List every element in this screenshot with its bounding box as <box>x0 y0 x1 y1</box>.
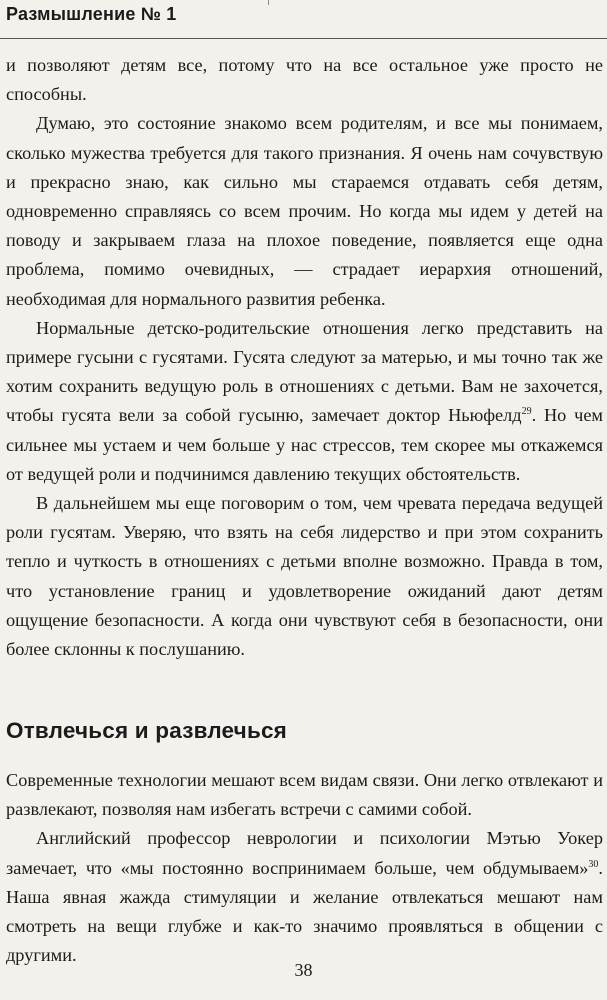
main-text-block <box>6 51 603 664</box>
paragraph-text: . Наша явная жажда стимуляции и желание отвлекаться мешают нам смотреть на вещи глубже и как-то значимо проявляться в общении с другими. <box>6 857 603 966</box>
paragraph-leadership: В дальнейшем мы еще поговорим о том, чем чревата передача ведущей роли гусятам. Уверяю, что взять на себя лидерство и при этом сохранить тепло и чуткость в отношениях с детьми вполне возможно. Правда в том, что установление границ и удовлетворение ожиданий дают детям ощущение безопасности. А когда они чувствуют себя в безопасности, они более склонны к послушанию. <box>6 493 603 660</box>
paragraph-goose-example <box>6 314 603 489</box>
running-head-title: Размышление № 1 <box>6 4 177 24</box>
paragraph-text: Нормальные детско-родительские отношения легко представить на примере гусыни с гусятами. Гусята следуют за матерью, и мы точно так же хотим сохранить ведущую роль в отношениях с детьми. Вам не захочется, чтобы гусята вели за собой гусыню, замечает доктор Ньюфелд <box>6 317 603 426</box>
scan-mark <box>268 0 269 5</box>
section-heading: Отвлечься и развлечься <box>6 718 288 743</box>
paragraph-text: . Но чем сильнее мы устаем и чем больше у нас стрессов, тем скорее мы откажемся от ведущей роли и подчинимся давлению текущих обстоятельств. <box>6 405 603 484</box>
paragraph-technologies: Современные технологии мешают всем видам связи. Они легко отвлекают и развлекают, позволяя нам избегать встречи с самими собой. <box>6 770 603 820</box>
footnote-ref-30: 30 <box>588 858 599 870</box>
footnote-ref-29: 29 <box>521 406 532 418</box>
paragraph-text: Английский профессор неврологии и психологии Мэтью Уокер замечает, что «мы постоянно воспринимаем больше, чем обдумываем» <box>6 828 603 878</box>
paragraph-walker-quote <box>6 824 603 970</box>
section-text-block <box>6 766 603 970</box>
header-rule <box>0 38 607 39</box>
paragraph-continuation: и позволяют детям все, потому что на все остальное уже просто не способны. <box>6 55 603 105</box>
paragraph-parents-courage: Думаю, это состояние знакомо всем родителям, и все мы понимаем, сколько мужества требуется для такого признания. Я очень нам сочувствую и прекрасно знаю, как сильно мы стараемся отдавать себя детям, одновременно справляясь со всем прочим. Но когда мы идем у детей на поводу и закрываем глаза на плохое поведение, появляется еще одна проблема, помимо очевидных, — страдает иерархия отношений, необходимая для нормального развития ребенка. <box>6 113 603 309</box>
page-number: 38 <box>294 960 313 980</box>
